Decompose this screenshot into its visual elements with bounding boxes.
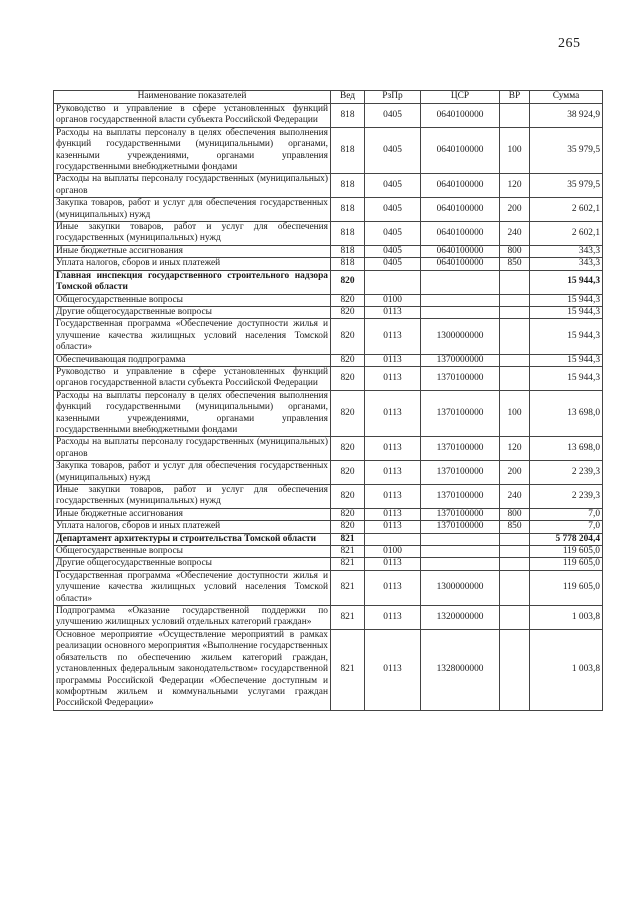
row-vr: 850 — [500, 521, 530, 533]
row-ved: 821 — [331, 533, 365, 545]
row-name: Иные закупки товаров, работ и услуг для обеспечения государственных (муниципальных) нужд — [54, 485, 331, 509]
row-csr: 1370100000 — [421, 437, 500, 461]
table-row — [54, 366, 603, 390]
table-row — [54, 245, 603, 257]
row-vr — [500, 570, 530, 605]
row-name: Руководство и управление в сфере установленных функций органов государственной власти субъекта Российской Федерации — [54, 366, 331, 390]
row-csr — [421, 546, 500, 558]
row-rzpr: 0113 — [365, 558, 421, 570]
row-name: Закупка товаров, работ и услуг для обеспечения государственных (муниципальных) нужд — [54, 461, 331, 485]
row-vr — [500, 606, 530, 630]
row-rzpr: 0113 — [365, 366, 421, 390]
row-sum: 35 979,5 — [530, 174, 603, 198]
row-rzpr: 0113 — [365, 485, 421, 509]
row-csr — [421, 533, 500, 545]
row-name: Расходы на выплаты персоналу государственных (муниципальных) органов — [54, 174, 331, 198]
row-sum: 13 698,0 — [530, 390, 603, 437]
table-row — [54, 437, 603, 461]
row-sum: 5 778 204,4 — [530, 533, 603, 545]
row-ved: 818 — [331, 127, 365, 174]
row-rzpr: 0100 — [365, 294, 421, 306]
row-name: Государственная программа «Обеспечение доступности жилья и улучшение качества жилищных условий населения Томской области» — [54, 319, 331, 354]
row-vr — [500, 366, 530, 390]
row-rzpr: 0113 — [365, 306, 421, 318]
row-sum: 1 003,8 — [530, 629, 603, 710]
row-csr — [421, 306, 500, 318]
row-name: Общегосударственные вопросы — [54, 294, 331, 306]
row-vr: 200 — [500, 461, 530, 485]
table-row — [54, 461, 603, 485]
row-sum: 2 602,1 — [530, 222, 603, 246]
row-vr: 100 — [500, 390, 530, 437]
row-rzpr — [365, 270, 421, 294]
row-ved: 818 — [331, 174, 365, 198]
row-rzpr: 0113 — [365, 521, 421, 533]
row-ved: 820 — [331, 366, 365, 390]
row-csr: 0640100000 — [421, 127, 500, 174]
table-row — [54, 570, 603, 605]
row-vr: 850 — [500, 258, 530, 270]
row-sum: 15 944,3 — [530, 319, 603, 354]
row-name: Иные закупки товаров, работ и услуг для обеспечения государственных (муниципальных) нужд — [54, 222, 331, 246]
row-ved: 818 — [331, 104, 365, 128]
page-number: 265 — [558, 36, 581, 51]
row-name: Государственная программа «Обеспечение доступности жилья и улучшение качества жилищных условий населения Томской области» — [54, 570, 331, 605]
row-rzpr: 0113 — [365, 629, 421, 710]
row-vr — [500, 546, 530, 558]
row-rzpr: 0405 — [365, 222, 421, 246]
row-vr — [500, 629, 530, 710]
table-row — [54, 546, 603, 558]
row-rzpr: 0405 — [365, 245, 421, 257]
header-ved: Вед — [331, 91, 365, 104]
row-name: Иные бюджетные ассигнования — [54, 508, 331, 520]
row-rzpr: 0405 — [365, 198, 421, 222]
row-ved: 820 — [331, 437, 365, 461]
row-rzpr: 0405 — [365, 104, 421, 128]
table-row — [54, 222, 603, 246]
row-ved: 820 — [331, 508, 365, 520]
row-rzpr: 0405 — [365, 258, 421, 270]
row-name: Расходы на выплаты персоналу государственных (муниципальных) органов — [54, 437, 331, 461]
table-row — [54, 258, 603, 270]
row-sum: 15 944,3 — [530, 366, 603, 390]
row-csr: 1328000000 — [421, 629, 500, 710]
row-ved: 820 — [331, 485, 365, 509]
row-vr — [500, 558, 530, 570]
row-rzpr: 0113 — [365, 437, 421, 461]
row-ved: 818 — [331, 222, 365, 246]
row-sum: 2 239,3 — [530, 485, 603, 509]
row-rzpr: 0100 — [365, 546, 421, 558]
row-ved: 821 — [331, 546, 365, 558]
table-row — [54, 558, 603, 570]
table-row — [54, 319, 603, 354]
row-vr — [500, 306, 530, 318]
table-row — [54, 270, 603, 294]
row-vr — [500, 294, 530, 306]
table-row — [54, 198, 603, 222]
row-csr — [421, 294, 500, 306]
row-ved: 820 — [331, 521, 365, 533]
header-name: Наименование показателей — [54, 91, 331, 104]
row-csr: 1300000000 — [421, 319, 500, 354]
row-sum: 1 003,8 — [530, 606, 603, 630]
row-name: Общегосударственные вопросы — [54, 546, 331, 558]
row-ved: 818 — [331, 245, 365, 257]
row-csr: 1370000000 — [421, 354, 500, 366]
row-vr: 800 — [500, 508, 530, 520]
row-sum: 119 605,0 — [530, 546, 603, 558]
row-ved: 821 — [331, 606, 365, 630]
row-csr: 0640100000 — [421, 258, 500, 270]
row-sum: 13 698,0 — [530, 437, 603, 461]
row-ved: 818 — [331, 258, 365, 270]
row-ved: 820 — [331, 319, 365, 354]
row-vr: 240 — [500, 485, 530, 509]
row-name: Уплата налогов, сборов и иных платежей — [54, 521, 331, 533]
header-vr: ВР — [500, 91, 530, 104]
row-sum: 119 605,0 — [530, 570, 603, 605]
row-sum: 15 944,3 — [530, 270, 603, 294]
row-ved: 820 — [331, 354, 365, 366]
table-row — [54, 390, 603, 437]
header-rzpr: РзПр — [365, 91, 421, 104]
table-row — [54, 533, 603, 545]
row-sum: 343,3 — [530, 245, 603, 257]
row-csr — [421, 558, 500, 570]
row-csr: 0640100000 — [421, 174, 500, 198]
row-csr: 0640100000 — [421, 198, 500, 222]
row-csr: 1370100000 — [421, 485, 500, 509]
row-sum: 343,3 — [530, 258, 603, 270]
row-name: Департамент архитектуры и строительства Томской области — [54, 533, 331, 545]
table-row — [54, 606, 603, 630]
row-name: Главная инспекция государственного строительного надзора Томской области — [54, 270, 331, 294]
row-sum: 35 979,5 — [530, 127, 603, 174]
row-sum: 7,0 — [530, 521, 603, 533]
row-vr: 800 — [500, 245, 530, 257]
row-sum: 7,0 — [530, 508, 603, 520]
table-row — [54, 306, 603, 318]
row-name: Другие общегосударственные вопросы — [54, 558, 331, 570]
row-sum: 38 924,9 — [530, 104, 603, 128]
row-csr: 1370100000 — [421, 521, 500, 533]
row-name: Расходы на выплаты персоналу в целях обеспечения выполнения функций государственными (муниципальными) органами, казенными учреждениями, органами управления государственными внебюджетными фондами — [54, 127, 331, 174]
table-row — [54, 174, 603, 198]
row-vr: 120 — [500, 174, 530, 198]
row-vr: 120 — [500, 437, 530, 461]
row-csr: 0640100000 — [421, 222, 500, 246]
row-name: Уплата налогов, сборов и иных платежей — [54, 258, 331, 270]
row-sum: 15 944,3 — [530, 294, 603, 306]
table-row — [54, 294, 603, 306]
row-ved: 820 — [331, 270, 365, 294]
row-rzpr: 0113 — [365, 354, 421, 366]
header-sum: Сумма — [530, 91, 603, 104]
row-vr — [500, 319, 530, 354]
row-csr: 1370100000 — [421, 390, 500, 437]
row-name: Основное мероприятие «Осуществление мероприятий в рамках реализации основного мероприятия «Выполнение государственных обязательств по обеспечению жильем категорий граждан, установленных федеральным законодательством» государственной программы Российской Федерации «Обеспечение доступным и комфортным жильем и коммунальными услугами граждан Российской Федерации» — [54, 629, 331, 710]
row-vr — [500, 270, 530, 294]
row-sum: 2 239,3 — [530, 461, 603, 485]
row-rzpr: 0405 — [365, 174, 421, 198]
row-ved: 820 — [331, 306, 365, 318]
row-rzpr — [365, 533, 421, 545]
row-rzpr: 0113 — [365, 606, 421, 630]
table-row — [54, 629, 603, 710]
row-vr — [500, 533, 530, 545]
row-csr: 1370100000 — [421, 461, 500, 485]
row-name: Другие общегосударственные вопросы — [54, 306, 331, 318]
row-sum: 15 944,3 — [530, 354, 603, 366]
row-sum: 2 602,1 — [530, 198, 603, 222]
row-rzpr: 0113 — [365, 319, 421, 354]
row-rzpr: 0113 — [365, 461, 421, 485]
row-name: Расходы на выплаты персоналу в целях обеспечения выполнения функций государственными (муниципальными) органами, казенными учреждениями, органами управления государственными внебюджетными фондами — [54, 390, 331, 437]
row-rzpr: 0405 — [365, 127, 421, 174]
row-vr: 200 — [500, 198, 530, 222]
row-vr: 240 — [500, 222, 530, 246]
table-body — [54, 104, 603, 711]
row-csr: 0640100000 — [421, 104, 500, 128]
budget-table — [53, 90, 603, 711]
row-ved: 820 — [331, 390, 365, 437]
row-ved: 818 — [331, 198, 365, 222]
row-rzpr: 0113 — [365, 508, 421, 520]
row-csr: 1320000000 — [421, 606, 500, 630]
row-ved: 820 — [331, 461, 365, 485]
row-csr: 0640100000 — [421, 245, 500, 257]
row-name: Закупка товаров, работ и услуг для обеспечения государственных (муниципальных) нужд — [54, 198, 331, 222]
header-csr: ЦСР — [421, 91, 500, 104]
row-ved: 820 — [331, 294, 365, 306]
row-sum: 119 605,0 — [530, 558, 603, 570]
row-vr: 100 — [500, 127, 530, 174]
row-vr — [500, 104, 530, 128]
row-ved: 821 — [331, 570, 365, 605]
table-row — [54, 485, 603, 509]
row-csr: 1300000000 — [421, 570, 500, 605]
table-header-row — [54, 91, 603, 104]
row-csr: 1370100000 — [421, 508, 500, 520]
row-rzpr: 0113 — [365, 390, 421, 437]
table-row — [54, 354, 603, 366]
table-row — [54, 127, 603, 174]
table-row — [54, 521, 603, 533]
row-name: Подпрограмма «Оказание государственной поддержки по улучшению жилищных условий отдельных категорий граждан» — [54, 606, 331, 630]
row-csr — [421, 270, 500, 294]
table-row — [54, 104, 603, 128]
table-row — [54, 508, 603, 520]
row-csr: 1370100000 — [421, 366, 500, 390]
row-name: Руководство и управление в сфере установленных функций органов государственной власти субъекта Российской Федерации — [54, 104, 331, 128]
row-vr — [500, 354, 530, 366]
row-ved: 821 — [331, 558, 365, 570]
row-name: Обеспечивающая подпрограмма — [54, 354, 331, 366]
row-rzpr: 0113 — [365, 570, 421, 605]
row-ved: 821 — [331, 629, 365, 710]
row-sum: 15 944,3 — [530, 306, 603, 318]
row-name: Иные бюджетные ассигнования — [54, 245, 331, 257]
